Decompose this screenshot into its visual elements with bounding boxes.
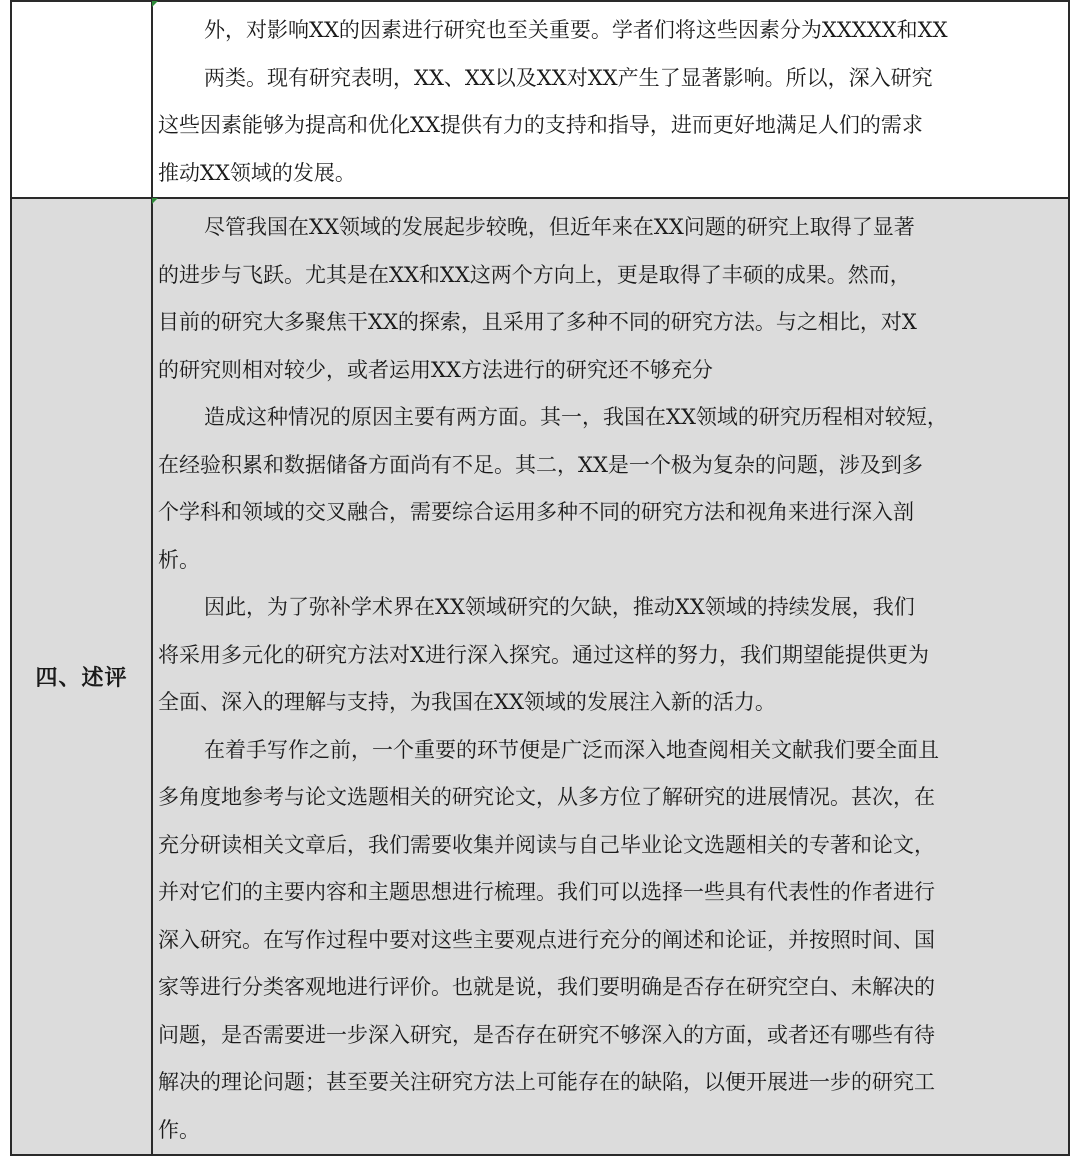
text-line: 外，对影响XX的因素进行研究也至关重要。学者们将这些因素分为XXXXX和XX: [204, 18, 948, 42]
section-label-cell: [11, 1, 152, 198]
section-content-cell: [152, 198, 1069, 1155]
table-row: [11, 198, 1069, 1155]
text-line: 家等进行分类客观地进行评价。也就是说，我们要明确是否存在研究空白、未解决的: [158, 975, 935, 999]
section-label: 四、述评: [35, 665, 128, 691]
text-line: 推动XX领域的发展。: [158, 160, 356, 185]
text-line: 在着手写作之前，一个重要的环节便是广泛而深入地查阅相关文献我们要全面且: [204, 737, 939, 762]
text-line: 个学科和领域的交叉融合，需要综合运用多种不同的研究方法和视角来进行深入剖: [158, 500, 914, 524]
cell-comment-marker: [152, 198, 158, 204]
text-line: 尽管我国在XX领域的发展起步较晚，但近年来在XX问题的研究上取得了显著: [204, 215, 915, 239]
table-row: [11, 1, 1069, 198]
text-line: 造成这种情况的原因主要有两方面。其一，我国在XX领域的研究历程相对较短，: [204, 405, 948, 429]
text-line: 的进步与飞跃。尤其是在XX和XX这两个方向上，更是取得了丰硕的成果。然而，: [158, 262, 911, 287]
text-line: 将采用多元化的研究方法对X进行深入探究。通过这样的努力，我们期望能提供更为: [158, 642, 929, 667]
section-text: [158, 199, 1062, 1154]
text-line: 全面、深入的理解与支持，为我国在XX领域的发展注入新的活力。: [158, 690, 776, 714]
cell-comment-marker: [152, 1, 158, 7]
text-line: 因此，为了弥补学术界在XX领域研究的欠缺，推动XX领域的持续发展，我们: [204, 595, 915, 619]
text-line: 两类。现有研究表明，XX、XX以及XX对XX产生了显著影响。所以，深入研究: [204, 65, 933, 90]
text-line: 深入研究。在写作过程中要对这些主要观点进行充分的阐述和论证，并按照时间、国: [158, 927, 935, 952]
section-text: [158, 2, 1062, 197]
text-line: 在经验积累和数据储备方面尚有不足。其二，XX是一个极为复杂的问题，涉及到多: [158, 452, 923, 477]
text-line: 解决的理论问题；甚至要关注研究方法上可能存在的缺陷，以便开展进一步的研究工: [158, 1070, 935, 1094]
text-line: 多角度地参考与论文选题相关的研究论文，从多方位了解研究的进展情况。甚次，在: [158, 785, 935, 809]
text-line: 充分研读相关文章后，我们需要收集并阅读与自己毕业论文选题相关的专著和论文，: [158, 832, 935, 857]
text-line: 析。: [158, 547, 200, 572]
text-line: 的研究则相对较少，或者运用XX方法进行的研究还不够充分: [158, 357, 713, 382]
text-line: 问题，是否需要进一步深入研究，是否存在研究不够深入的方面，或者还有哪些有待: [158, 1022, 935, 1047]
text-line: 并对它们的主要内容和主题思想进行梳理。我们可以选择一些具有代表性的作者进行: [158, 880, 935, 904]
outline-table: [10, 0, 1070, 1156]
text-line: 作。: [158, 1117, 200, 1142]
section-content-cell: [152, 1, 1069, 198]
section-label-cell: [11, 198, 152, 1155]
text-line: 这些因素能够为提高和优化XX提供有力的支持和指导，进而更好地满足人们的需求: [158, 113, 923, 137]
text-line: 目前的研究大多聚焦干XX的探索，且采用了多种不同的研究方法。与之相比，对X: [158, 310, 917, 334]
